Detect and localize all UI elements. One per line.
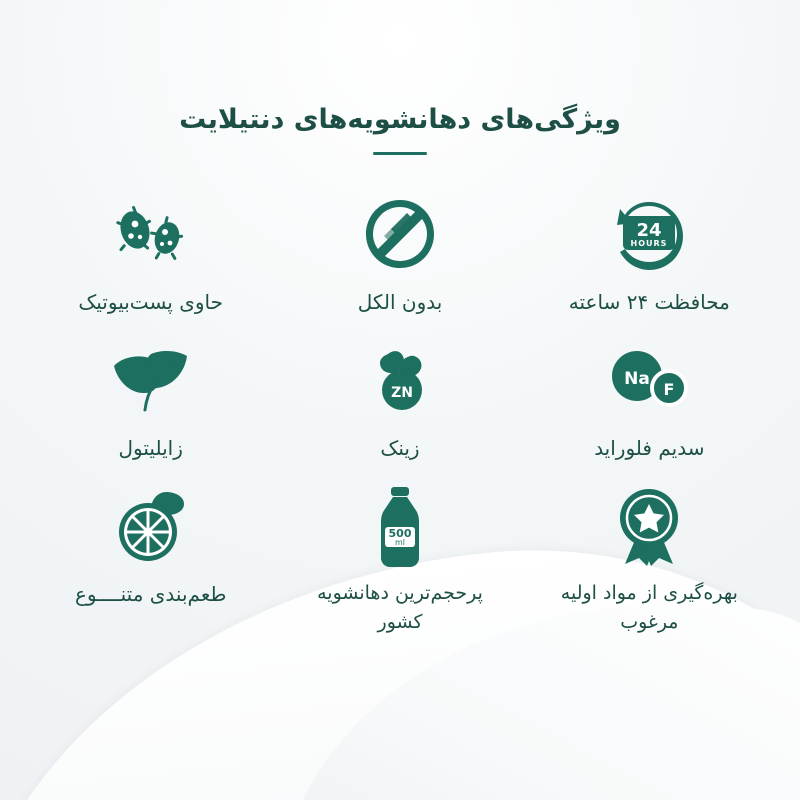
svg-text:HOURS: HOURS	[630, 239, 668, 248]
svg-text:ml: ml	[395, 538, 406, 547]
feature-label: بهره‌گیری از مواد اولیه مرغوب	[560, 582, 738, 633]
feature-label: حاوی پست‌بیوتیک	[78, 290, 223, 314]
quality-badge-icon	[609, 483, 689, 569]
feature-item-postbiotic	[26, 191, 275, 317]
mint-leaves-icon	[105, 337, 197, 423]
zinc-icon	[358, 337, 442, 423]
svg-text:500: 500	[388, 527, 412, 540]
24-hours-icon	[609, 191, 689, 277]
page-title: ویژگی‌های دهانشویه‌های دنتیلایت	[179, 104, 621, 135]
svg-text:24: 24	[636, 220, 662, 241]
feature-grid	[0, 191, 800, 636]
feature-item-quality	[525, 483, 774, 636]
feature-item-sodium-fluoride	[525, 337, 774, 463]
lemon-slice-icon	[108, 483, 194, 569]
feature-item-zinc	[275, 337, 524, 463]
feature-item-no-alcohol	[275, 191, 524, 317]
svg-text:F: F	[663, 380, 675, 399]
feature-item-xylitol	[26, 337, 275, 463]
feature-label: محافظت ۲۴ ساعته	[568, 290, 730, 314]
feature-item-flavors	[26, 483, 275, 636]
feature-label: زایلیتول	[118, 436, 183, 460]
bottle-500ml-icon	[365, 483, 435, 569]
feature-label: زینک	[380, 436, 420, 460]
feature-item-24-hours	[525, 191, 774, 317]
feature-label: بدون الکل	[357, 290, 443, 314]
feature-item-volume	[275, 483, 524, 636]
svg-text:Na: Na	[624, 369, 651, 389]
feature-label: سدیم فلوراید	[594, 436, 705, 460]
sodium-fluoride-icon	[601, 337, 697, 423]
feature-label: طعم‌بندی متنــــوع	[74, 582, 227, 606]
feature-label: پرحجم‌ترین دهانشویه کشور	[317, 582, 483, 633]
no-alcohol-icon	[360, 191, 440, 277]
postbiotic-bacteria-icon	[105, 191, 197, 277]
title-underline	[373, 152, 427, 155]
svg-text:ZN: ZN	[391, 385, 413, 401]
